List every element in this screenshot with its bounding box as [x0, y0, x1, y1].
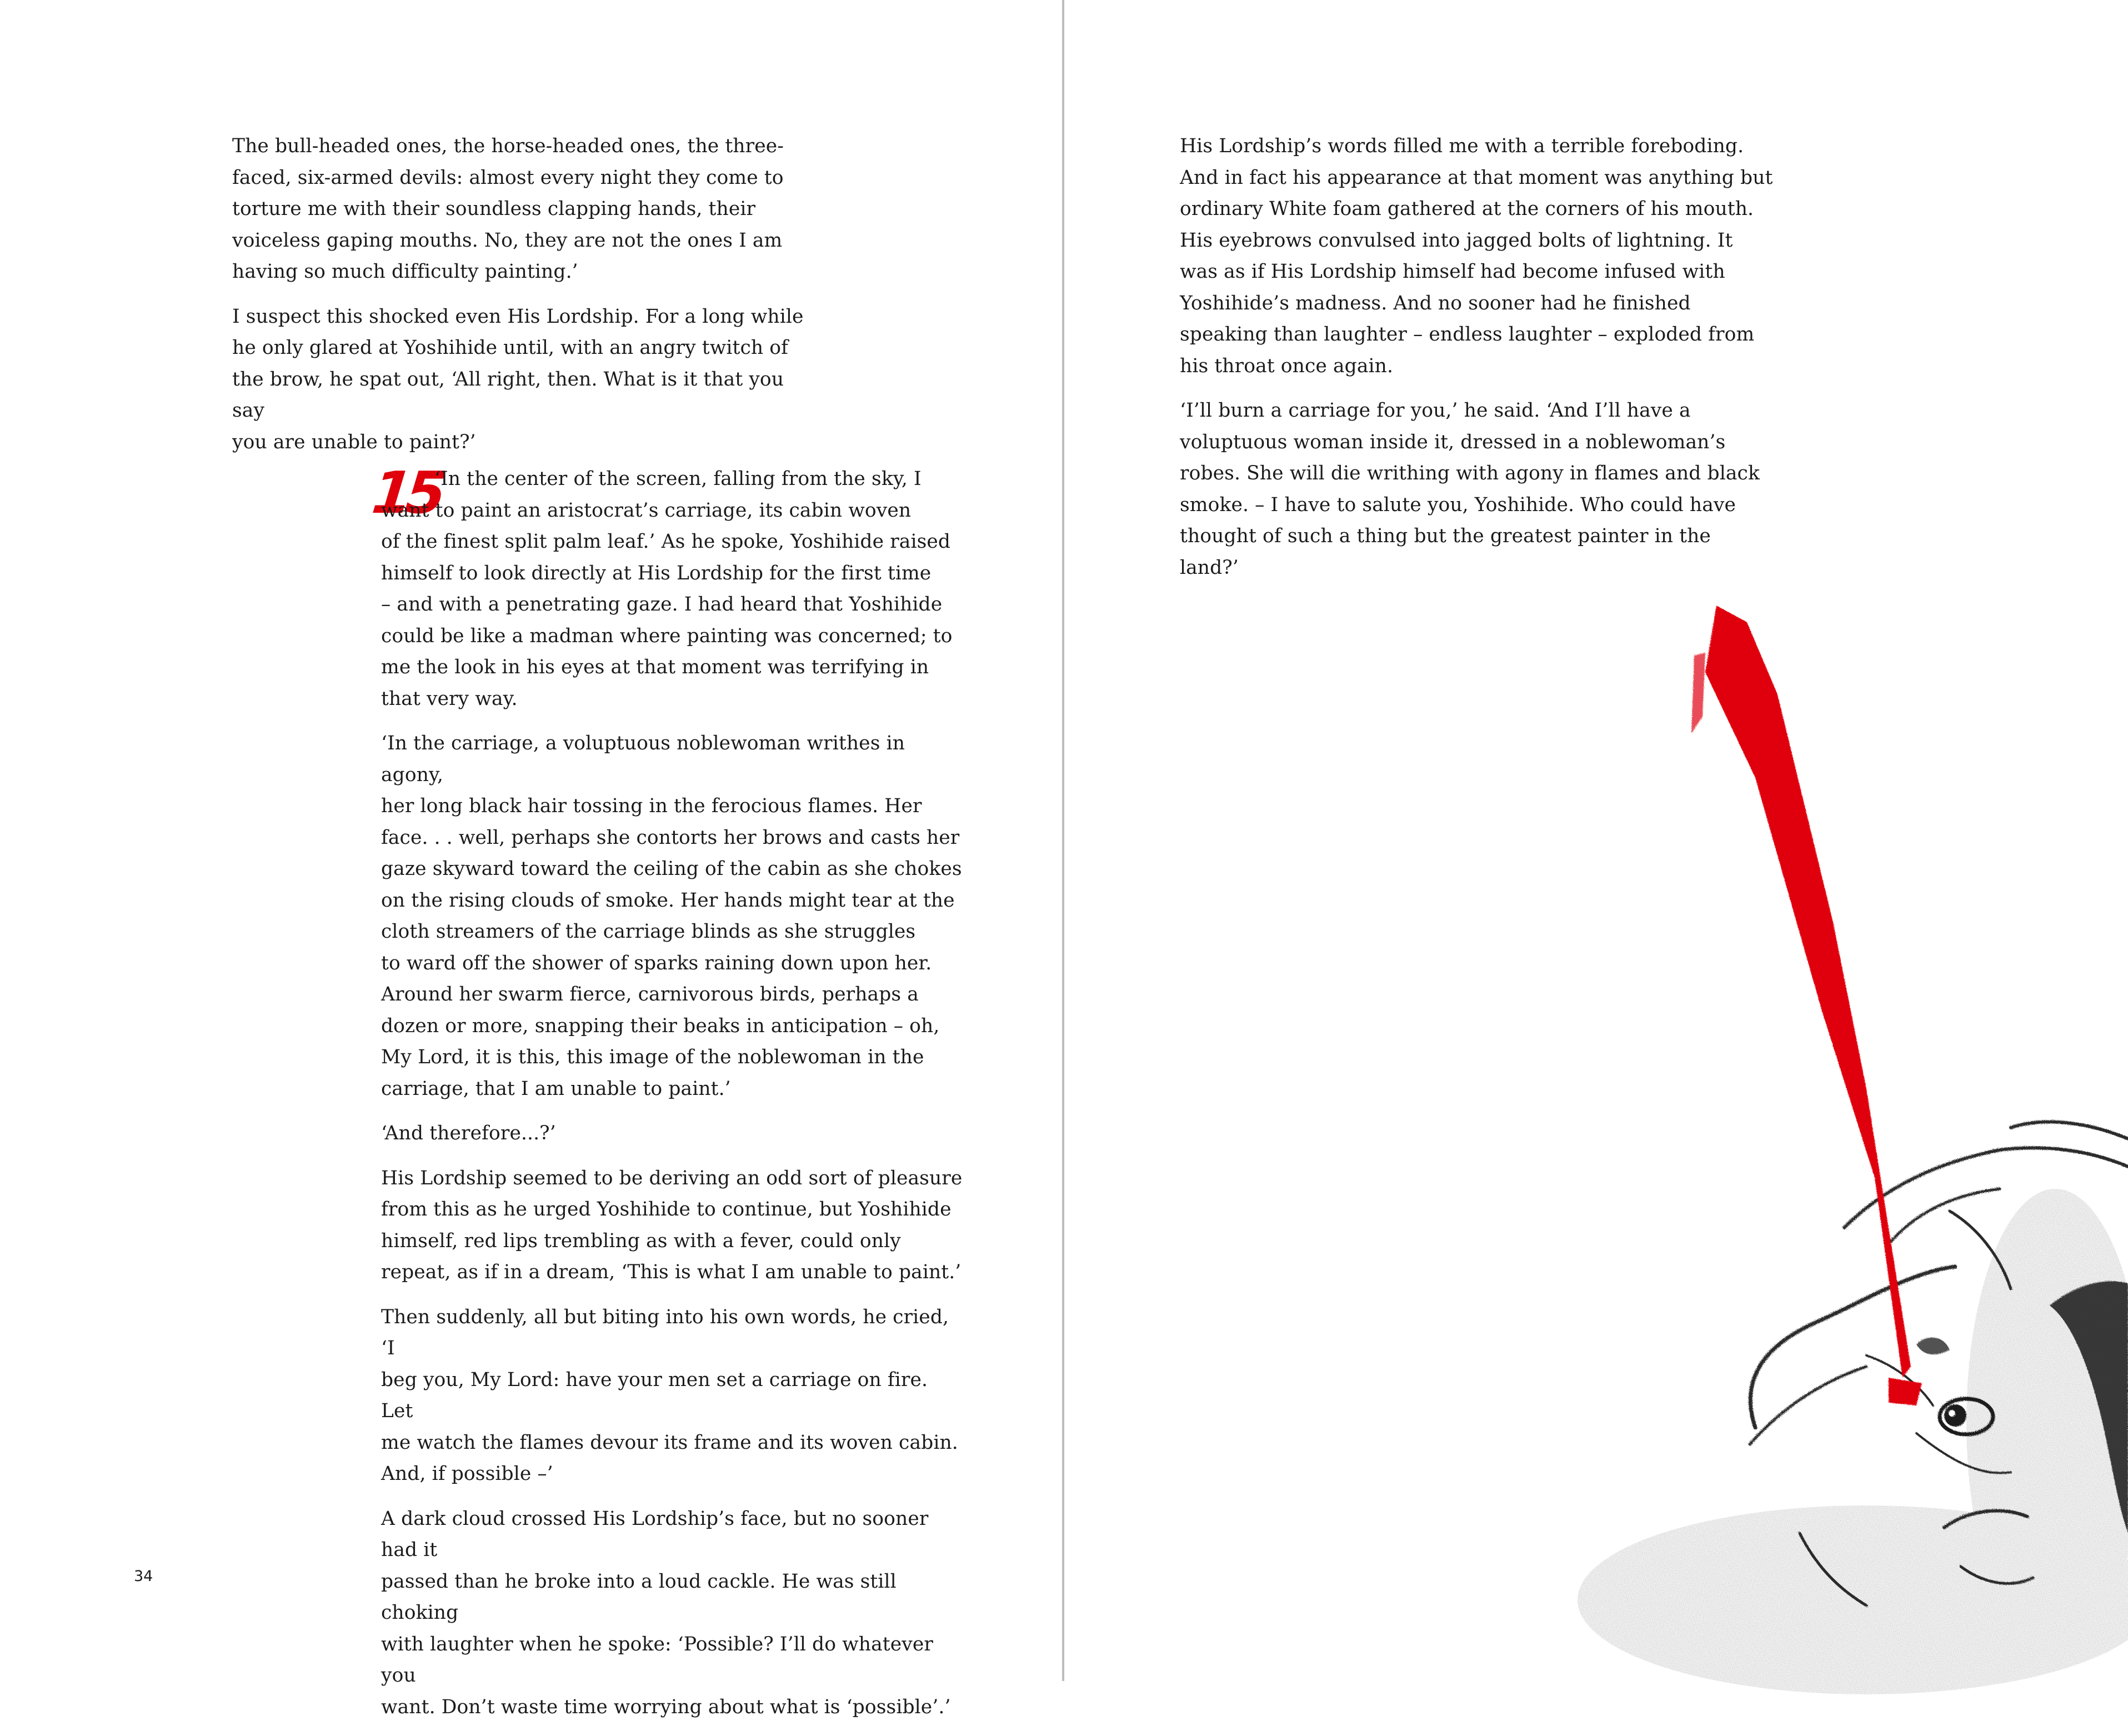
paragraph: The bull-headed ones, the horse-headed ones, the three- faced, six-armed devils: almost every night they come to torture me with their soundless clapping hands, their voiceless gaping mouths. No, they are not the ones I am having so much difficulty painting.’	[232, 135, 784, 283]
page-gutter	[1062, 0, 1064, 1681]
right-page-text	[1180, 131, 1774, 597]
page-number: 34	[134, 1568, 153, 1585]
left-page-main-text	[381, 463, 964, 1736]
paragraph: Then suddenly, all but biting into his own words, he cried, ‘I beg you, My Lord: have your men set a carriage on fire. Let me watch the flames devour its frame and its woven cabin. And, if possible –’	[381, 1305, 958, 1485]
paragraph: His Lordship’s words filled me with a terrible foreboding. And in fact his appearance at that moment was anything but ordinary White foam gathered at the corners of his mouth. His eyebrows convulsed into jagged bolts of lightning. It was as if His Lordship himself had become infused with Yoshihide’s madness. And no sooner had he finished speaking than laughter – endless laughter – exploded from his throat once again.	[1180, 135, 1773, 377]
chapter-number-text: 15	[369, 459, 443, 527]
paragraph: ‘In the center of the screen, falling from the sky, I want to paint an aristocrat’s carriage, its cabin woven of the finest split palm leaf.’ As he spoke, Yoshihide raised himself to look directly at His Lordship for the first time – and with a penetrating gaze. I had heard that Yoshihide could be like a madman where painting was concerned; to me the look in his eyes at that moment was terrifying in that very way.	[381, 468, 953, 710]
paragraph: ‘And therefore...?’	[381, 1122, 556, 1144]
red-brush-stroke	[1691, 606, 1922, 1405]
paragraph: A dark cloud crossed His Lordship’s face, but no sooner had it passed than he broke into a loud cackle. He was still choking with laughter when he spoke: ‘Possible? I’ll do whatever you want. Don’t waste time worrying about what is ‘possible’.’	[381, 1507, 951, 1718]
charcoal-texture	[1578, 1189, 2128, 1694]
paragraph: ‘In the carriage, a voluptuous noblewoman writhes in agony, her long black hair tossing in the ferocious flames. Her face. . . well, perhaps she contorts her brows and casts her gaze skyward toward the ceiling of the cabin as she chokes on the rising clouds of smoke. Her hands might tear at the cloth streamers of the carriage blinds as she struggles to ward off the shower of sparks raining down upon her. Around her swarm fierce, carnivorous birds, perhaps a dozen or more, snapping their beaks in anticipation – oh, My Lord, it is this, this image of the noblewoman in the carriage, that I am unable to paint.’	[381, 732, 962, 1100]
paragraph: ‘I’ll burn a carriage for you,’ he said. ‘And I’ll have a voluptuous woman inside it, dressed in a noblewoman’s robes. She will die writhing with agony in flames and black smoke. – I have to salute you, Yoshihide. Who could have thought of such a thing but the greatest painter in the land?’	[1180, 399, 1760, 579]
ink-illustration	[1555, 589, 2128, 1681]
left-page-top-text	[232, 131, 810, 471]
paragraph: I suspect this shocked even His Lordship. For a long while he only glared at Yoshihide until, with an angry twitch of the brow, he spat out, ‘All right, then. What is it that you say you are unable to paint?’	[232, 305, 804, 453]
paragraph: His Lordship seemed to be deriving an odd sort of pleasure from this as he urged Yoshihide to continue, but Yoshihide himself, red lips trembling as with a fever, could only repeat, as if in a dream, ‘This is what I am unable to paint.’	[381, 1167, 963, 1283]
